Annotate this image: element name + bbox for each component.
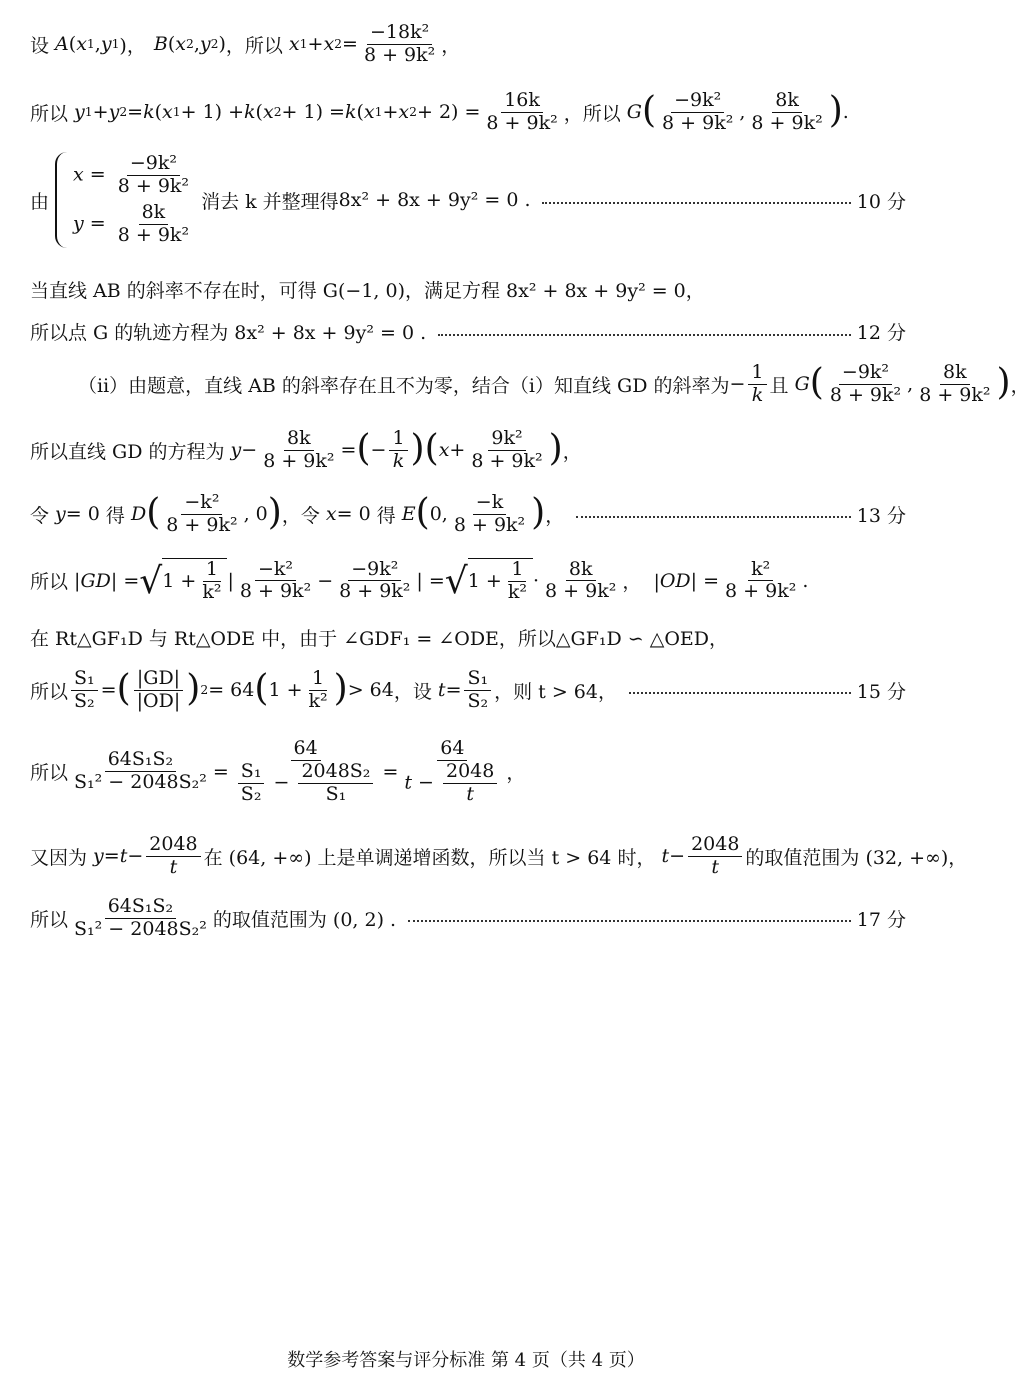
solution-line-7: 所以直线 GD 的方程为 y − $\frac{8k}{\text{8 + 9k²}}$ = ( − $\frac{1}{k}$ ) ( x + $\frac{\text{9k²}}{\text{8 + 9k²}}$ ) ， <box>30 427 582 472</box>
solution-line-1: 设 A ( x 1 , y 1 )， B ( x 2 , y 2 ) ，所以 x 1 + x 2 = $\frac{\text{−18k²}}{\text{8 + 9k²}}$ ， <box>30 21 461 66</box>
fraction: $\frac{2048}{t}$ <box>688 834 742 879</box>
fraction: $\frac{8k}{\text{8 + 9k²}}$ <box>919 361 991 406</box>
fraction: $\frac{\text{64S₁S₂}}{\text{S₁² − 2048S₂²}}$ <box>74 748 207 794</box>
solution-line-9: 所以 | GD | = √ 1 + $\frac{1}{\text{k²}}$ | $\frac{\text{−k²}}{\text{8 + 9k²}}$ − $\frac{\text{−9k²}}{\text{8 + 9k²}}$ | = √ 1 + $\frac{1}{\text{k²}}$ · $\frac{8k}{\text{8 + 9k²}}$ ， | OD | = $\frac{\text{k²}}{\text{8 + 9k²}}$ . <box>30 557 809 603</box>
score-label: 10 分 <box>856 190 906 213</box>
fraction: $\frac{\text{64S₁S₂}}{\text{S₁² − 2048S₂²}}$ <box>74 895 207 940</box>
solution-line-6: （ⅱ）由题意，直线 AB 的斜率存在且不为零，结合（ⅰ）知直线 GD 的斜率为 − $\frac{1}{k}$ 且 G ( $\frac{\text{−9k²}}{\text{8 + 9k²}}$ , $\frac{8k}{\text{8 + 9k²}}$ ) ， <box>78 361 1030 406</box>
dotted-leader <box>542 202 850 204</box>
fraction: $\frac{8k}{\text{8 + 9k²}}$ <box>751 89 823 134</box>
solution-line-10: 在 Rt△GF₁D 与 Rt△ODE 中，由于 ∠GDF₁ = ∠ODE，所以△GF₁D ∽ △OED， <box>30 628 729 650</box>
solution-line-11: 所以 $\frac{\text{S₁}}{\text{S₂}}$ = ( $\frac{|GD|}{|OD|}$ ) 2 = 64 ( 1 + $\frac{1}{\text{k²}}$ ) > 64 ，设 t = $\frac{\text{S₁}}{\text{S₂}}$ ，则 t > 64， 15 分 <box>30 667 906 712</box>
solution-line-2: 所以 y 1 + y 2 = k ( x 1 + 1) + k ( x 2 + 1) = k ( x 1 + x 2 + 2) = $\frac{16k}{\text{8 + 9k²}}$ ，所以 G ( $\frac{\text{−9k²}}{\text{8 + 9k²}}$ , $\frac{8k}{\text{8 + 9k²}}$ ) . <box>30 89 849 134</box>
page-footer: 数学参考答案与评分标准 第 4 页（共 4 页） <box>287 1350 645 1371</box>
fraction: 64 $\frac{\text{S₁}}{\text{S₂}}$ − $\frac{\text{2048S₂}}{\text{S₁}}$ <box>232 738 380 806</box>
fraction: $\frac{\text{−9k²}}{\text{8 + 9k²}}$ <box>662 89 734 134</box>
solution-line-12: 所以 $\frac{\text{64S₁S₂}}{\text{S₁² − 2048S₂²}}$ = 64 $\frac{\text{S₁}}{\text{S₂}}$ − $\frac{\text{2048S₂}}{\text{S₁}}$ = 64 t − $\frac{2048}{t}$ ， <box>30 737 526 805</box>
fraction: $\frac{\text{9k²}}{\text{8 + 9k²}}$ <box>471 427 543 472</box>
solution-line-4: 当直线 AB 的斜率不存在时，可得 G(−1, 0)，满足方程 8x² + 8x + 9y² = 0， <box>30 280 705 302</box>
fraction: $\frac{2048}{t}$ <box>146 834 200 879</box>
dotted-leader <box>576 516 851 518</box>
fraction: 64 t − $\frac{2048}{t}$ <box>401 738 503 806</box>
solution-line-5: 所以点 G 的轨迹方程为 8x² + 8x + 9y² = 0 . 12 分 <box>30 318 906 345</box>
dotted-leader <box>438 334 851 336</box>
fraction: $\frac{\text{−9k²}}{\text{8 + 9k²}}$ <box>339 557 411 603</box>
fraction: $\frac{-k}{\text{8 + 9k²}}$ <box>453 491 526 536</box>
fraction: $\frac{8k}{\text{8 + 9k²}}$ <box>263 427 335 472</box>
score-label: 15 分 <box>856 680 906 703</box>
dotted-leader <box>408 920 851 922</box>
score-label: 12 分 <box>856 322 906 344</box>
solution-line-13: 又因为 y = t − $\frac{2048}{t}$ 在 (64, +∞) 上是单调递增函数，所以当 t > 64 时， t − $\frac{2048}{t}$ 的取值范围为 (32, +∞)， <box>30 833 968 878</box>
fraction: $\frac{8k}{\text{8 + 9k²}}$ <box>545 557 617 603</box>
score-label: 13 分 <box>856 504 906 527</box>
solution-line-8: 令 y = 0 得 D ( $\frac{\text{−k²}}{\text{8 + 9k²}}$ , 0 ) ，令 x = 0 得 E ( 0, $\frac{-k}{\text{8 + 9k²}}$ ) ， 13 分 <box>30 491 906 536</box>
solution-line-3: 由 x = $\frac{\text{−9k²}}{\text{8 + 9k²}}$ y = $\frac{8k}{\text{8 + 9k²}}$ 消去 k 并整理得 8x² + 8x + 9y² = 0 . 10 分 <box>30 152 906 248</box>
fraction: $\frac{\text{−k²}}{\text{8 + 9k²}}$ <box>166 491 238 536</box>
fraction: $\frac{\text{S₁}}{\text{S₂}}$ <box>71 668 98 713</box>
fraction: $\frac{\text{S₁}}{\text{S₂}}$ <box>464 668 491 713</box>
dotted-leader <box>629 692 851 694</box>
fraction: $\frac{\text{−18k²}}{\text{8 + 9k²}}$ <box>363 21 436 66</box>
score-label: 17 分 <box>856 908 906 931</box>
solution-line-14: 所以 $\frac{\text{64S₁S₂}}{\text{S₁² − 2048S₂²}}$ 的取值范围为 (0, 2) . 17 分 <box>30 895 906 940</box>
fraction: $\frac{\text{−k²}}{\text{8 + 9k²}}$ <box>239 557 312 603</box>
fraction: $\frac{1}{k}$ <box>748 362 766 407</box>
fraction: $\frac{\text{k²}}{\text{8 + 9k²}}$ <box>725 557 797 603</box>
equation-system: x = $\frac{\text{−9k²}}{\text{8 + 9k²}}$ y = $\frac{8k}{\text{8 + 9k²}}$ <box>49 152 195 248</box>
fraction: $\frac{\text{−9k²}}{\text{8 + 9k²}}$ <box>829 361 902 406</box>
fraction: $\frac{16k}{\text{8 + 9k²}}$ <box>486 89 558 134</box>
